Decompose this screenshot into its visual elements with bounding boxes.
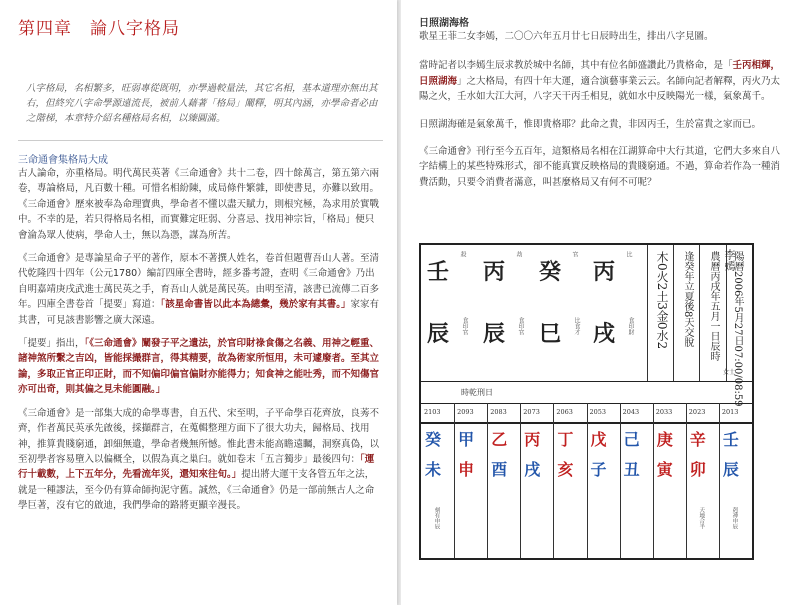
stem-2: 癸 <box>539 259 562 285</box>
luck-stem: 己 <box>623 430 640 449</box>
stem-god-3: 比 <box>625 251 632 257</box>
luck-divider <box>454 403 455 558</box>
stem-god-1: 劫 <box>515 251 522 257</box>
luck-divider <box>487 403 488 558</box>
luck-stem: 乙 <box>491 430 508 449</box>
chapter-intro: 八字格局，名相繁多，旺弱專從既明，亦學過較量法，其它名相，基本道理亦無出其右，但終究八字命學源遠流長，被前人藉著「格局」闡釋，明其內涵，亦學命者必由之階梯，本章特介紹名種格局名相，以臻圓滿。 <box>26 83 378 124</box>
quote-highlight: 「運行十載數，上下五年分，先看流年災，還知來往旬。」 <box>18 453 375 481</box>
hidden-stems-1: 食印官 <box>517 317 524 335</box>
paragraph-3: 「提要」指出，「《三命通會》闡發子平之遺法，於官印財祿食傷之名義、用神之輕重、諸神煞所繫之吉凶，皆能採撮群言，得其精要，故為術家所恒用，未可遽廢者。至其立論，多取正官正印正財，而不知偏印偏官偏財亦能得力；知食神之能吐秀，而不知傷官亦可出奇，則其偏之見未能圓融。」 <box>18 338 380 396</box>
stem-3: 丙 <box>593 259 616 285</box>
luck-stem: 甲 <box>458 430 475 449</box>
luck-year: 2103 <box>424 408 441 416</box>
luck-branch: 申 <box>458 460 475 479</box>
luck-branch: 寅 <box>656 460 673 479</box>
luck-divider <box>553 403 554 558</box>
quote-highlight: 壬丙相輝，日照湖海 <box>419 60 781 87</box>
branch-3: 戌 <box>593 321 616 347</box>
branch-0: 辰 <box>427 321 450 347</box>
paragraph-2: 《三命通會》是專論星命子平的著作，原本不著撰人姓名，卷首但題曹吾山人著。至清代乾隆四十四年（公元1780）編訂四庫全書時，經多番考證，查明《三命通會》乃出自明嘉靖庚戌武進士萬民英之手，育吾山人就是萬民英。由明至清，該書已流傳二百多年。四庫全書卷首「提要」寫道：「該星命書皆以此本為總彙，幾於家有其書。」家家有其書，可見該書影響之廣大深遠。 <box>18 253 380 326</box>
luck-footer-label: 天地合半 <box>698 507 705 529</box>
luck-branch: 戌 <box>524 460 541 479</box>
luck-branch: 卯 <box>689 460 706 479</box>
chapter-title: 第四章 論八字格局 <box>18 19 180 39</box>
luck-divider <box>719 403 720 558</box>
luck-branch: 亥 <box>557 460 574 479</box>
luck-branch: 子 <box>590 460 607 479</box>
luck-stem: 丙 <box>524 430 541 449</box>
quote-highlight: 「《三命通會》闡發子平之遺法，於官印財祿食傷之名義、用神之輕重、諸神煞所繫之吉凶，皆能採撮群言，得其精要，故為術家所恒用，未可遽廢者。至其立論，多取正官正印正財，而不知偏印偏官偏財亦能得力；知食神之能吐秀，而不知傷官亦可出奇，則其偏之見未能圓融。」 <box>18 338 380 396</box>
elements-count: 木0火2土3金0水2 <box>655 251 669 350</box>
luck-stem: 戊 <box>590 430 607 449</box>
branch-2: 巳 <box>539 321 562 347</box>
stem-god-0: 殺 <box>459 251 466 257</box>
luck-year: 2033 <box>655 408 673 416</box>
paragraph-3: 日照湖海確是氣象萬千，惟即貴格耶？此命之貴，非因丙壬，生於富貴之家而已。 <box>419 118 762 130</box>
luck-branch: 辰 <box>722 460 739 479</box>
luck-year: 2023 <box>688 408 706 416</box>
paragraph-1: 古人論命，亦重格局。明代萬民英著《三命通會》共十二卷，四十餘萬言，第五第六兩卷，專論格局，凡百數十種。可惜名相紛陳，成局條件繁雜，即使書見，亦難以致用。《三命通會》歷來被奉為命理寶典，學命者不懂以盡天賦力，則根究極，為求用於實戰中。不幸的是，若只得格局名相，而實難定旺弱、分喜忌、找用神宗旨，「格局」便只會淪為眾人使病，學命人士，無以為憑，謀為所苦。 <box>18 168 380 241</box>
luck-stem: 辛 <box>689 430 706 449</box>
hidden-stems-2: 比食才 <box>573 317 580 335</box>
paragraph-4: 《三命通會》是一部集大成的命學專書，自五代、宋至明，子平命學百花齊放，良莠不齊，作者萬民英承先啟後，採擷群言，在蒐輯整理方面下了很大功夫，歸格局、找用神，推算貴賤窮通，卸細無遺，學命者幾無所憾。惟此書未能高瞻遠矚，洞察真偽，以至初學者容易墮入以偏概全，以假為真之巢臼。就如卷末「五言獨步」最後四句：「運行十載數，上下五年分，先看流年災，還知來往旬。」提出將大運干支各管五年之法，就是一種謬法，至今仍有算命師拘泥守舊。誠然，《三命通會》仍是一部前無古人之命學巨著，沒有它的啟迪，我們學命的路將更顯辛漫長。 <box>18 407 380 512</box>
branch-1: 辰 <box>483 321 506 347</box>
quote-highlight: 「該星命書皆以此本為總彙，幾於家有其書。」 <box>160 299 351 311</box>
gender: 女士 <box>723 369 736 376</box>
luck-year: 2083 <box>490 408 507 416</box>
stem-1: 丙 <box>483 259 506 285</box>
luck-stem: 壬 <box>722 430 739 449</box>
luck-year: 2063 <box>556 408 573 416</box>
luck-footer-label: 剋神申辰 <box>731 507 738 529</box>
person-name: 李嫣 <box>723 249 736 271</box>
luck-divider <box>520 403 521 558</box>
luck-divider <box>587 403 588 558</box>
luck-branch: 酉 <box>491 460 508 479</box>
luck-year: 2043 <box>622 408 640 416</box>
hidden-stems-0: 食印官 <box>461 317 468 335</box>
section-title: 日照湖海格 <box>419 18 469 29</box>
luck-year: 2073 <box>523 408 540 416</box>
luck-year: 2013 <box>721 408 739 416</box>
luck-branch: 未 <box>425 460 442 479</box>
solar-term: 逢癸年立夏後8天交脫 <box>682 251 693 348</box>
left-page <box>0 0 397 605</box>
luck-divider <box>620 403 621 558</box>
luck-divider <box>686 403 687 558</box>
stem-god-2: 官 <box>571 251 578 257</box>
divider <box>18 140 383 141</box>
solar-date: 陽曆2006年5月27日07:00/08:59 <box>732 251 743 407</box>
paragraph-4: 《三命通會》刊行至今五百年，這類格局名相在江湖算命中大行其道，它們大多來自八字結構上的某些特殊形式，卻不能真實反映格局的貴賤窮通。不過，算命若作為一種消費活動，只要令消費者滿意，叫甚麼格局又有何不可呢？ <box>419 146 781 188</box>
hidden-stems-3: 食印財 <box>627 317 634 335</box>
luck-footer-label: 刻有申辰 <box>433 507 440 529</box>
stem-0: 壬 <box>427 259 450 285</box>
luck-branch: 丑 <box>623 460 640 479</box>
paragraph-2: 當時記者以李嫣生辰求教於城中名師，其中有位名師盛讚此乃貴格命，是「壬丙相輝，日照湖海」之大格局，有四十年大運，適合演藝事業云云。名師向記者解釋，丙火乃太陽之火，壬水如大江大河，八字天干丙壬相見，就如水中反映陽光一樣，氣象萬千。 <box>419 60 781 103</box>
luck-stem: 丁 <box>557 430 574 449</box>
luck-year: 2053 <box>589 408 607 416</box>
chart-note: 時乾刑日 <box>461 388 493 397</box>
lunar-date: 農曆丙戌年五月一日辰時 <box>708 251 719 361</box>
luck-year: 2093 <box>457 408 474 416</box>
paragraph-1: 歌星王菲二女李嫣，二〇〇六年五月廿七日辰時出生，排出八字見圖。 <box>419 31 714 42</box>
luck-divider <box>653 403 654 558</box>
section-title: 三命通會集格局大成 <box>18 155 108 166</box>
bazi-chart <box>419 243 754 560</box>
luck-stem: 癸 <box>425 430 442 449</box>
luck-stem: 庚 <box>656 430 673 449</box>
